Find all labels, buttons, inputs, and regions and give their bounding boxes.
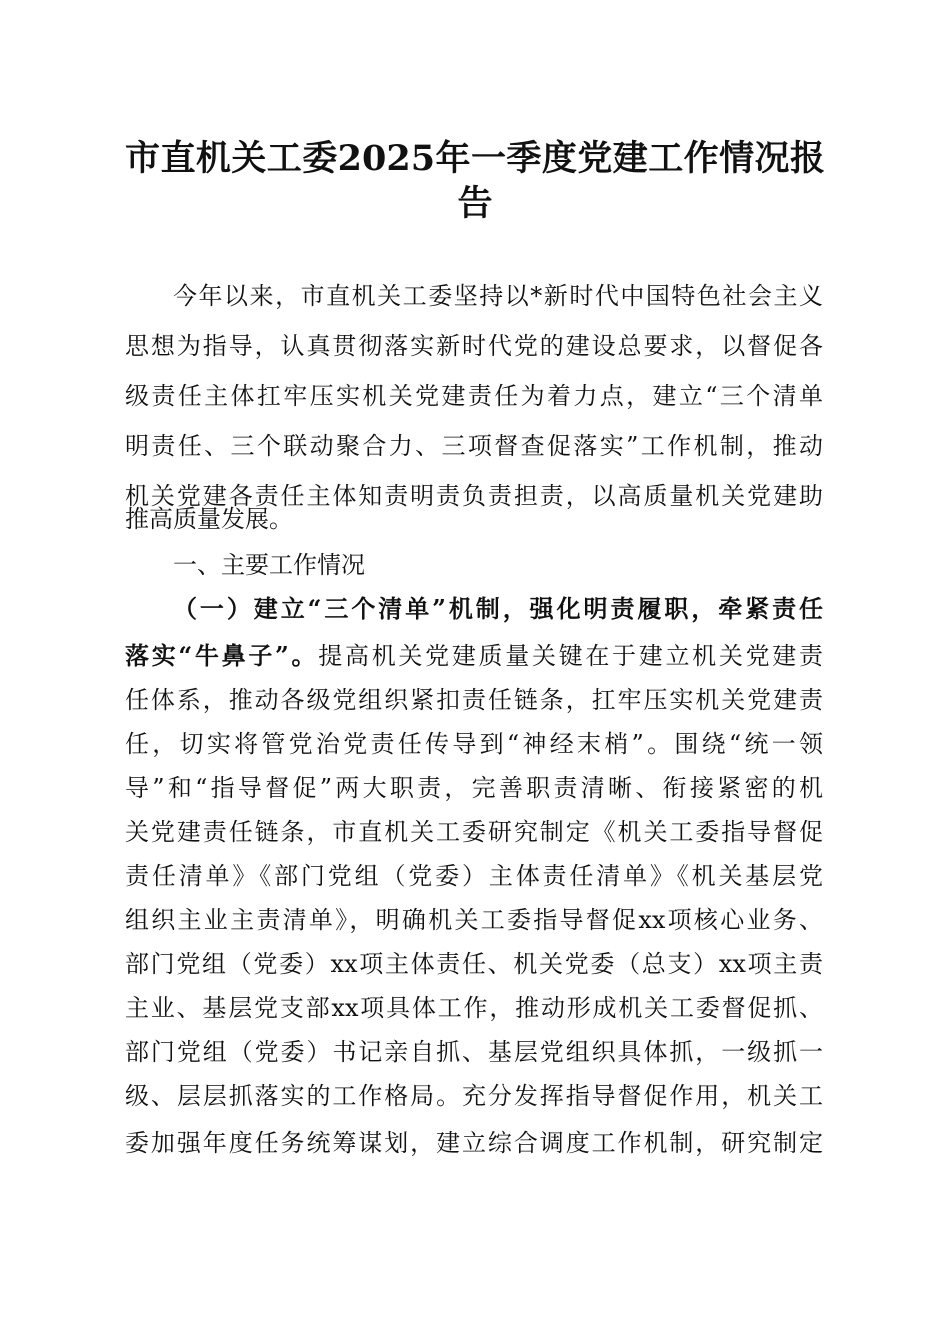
intro-line: 明责任、三个联动聚合力、三项督查促落实”工作机制，推动 <box>125 432 823 460</box>
body-line: 级、层层抓落实的工作格局。充分发挥指导督促作用，机关工 <box>125 1082 823 1110</box>
subsection-title: （一）建立“三个清单”机制，强化明责履职，牵紧责任 <box>173 594 823 623</box>
intro-line: 思想为指导，认真贯彻落实新时代党的建设总要求，以督促各 <box>125 332 823 360</box>
document-title: 市直机关工委2025年一季度党建工作情况报告 <box>125 138 825 224</box>
body-line: 部门党组（党委）书记亲自抓、基层党组织具体抓，一级抓一 <box>125 1038 823 1066</box>
intro-line: 推高质量发展。 <box>125 505 293 533</box>
body-line: 组织主业主责清单》，明确机关工委指导督促xx项核心业务、 <box>125 906 823 934</box>
section-heading: 一、主要工作情况 <box>173 551 365 579</box>
body-text: 提高机关党建质量关键在于建立机关党建责 <box>318 642 824 670</box>
intro-line: 机关党建各责任主体知责明责负责担责，以高质量机关党建助 <box>125 482 823 510</box>
body-line: 责任清单》《部门党组（党委）主体责任清单》《机关基层党 <box>125 862 823 890</box>
intro-line: 级责任主体扛牢压实机关党建责任为着力点，建立“三个清单 <box>125 382 823 410</box>
body-line: 委加强年度任务统筹谋划，建立综合调度工作机制，研究制定 <box>125 1129 823 1157</box>
intro-line: 今年以来，市直机关工委坚持以*新时代中国特色社会主义 <box>173 282 823 310</box>
subsection-title-end: 落实“牛鼻子”。 <box>125 641 319 670</box>
body-line: 关党建责任链条，市直机关工委研究制定《机关工委指导督促 <box>125 818 823 846</box>
body-line: 主业、基层党支部xx项具体工作，推动形成机关工委督促抓、 <box>125 994 823 1022</box>
body-line: 部门党组（党委）xx项主体责任、机关党委（总支）xx项主责 <box>125 950 823 978</box>
body-line: 导”和“指导督促”两大职责，完善职责清晰、衔接紧密的机 <box>125 774 823 802</box>
body-line <box>125 631 823 681</box>
body-line: 任，切实将管党治党责任传导到“神经末梢”。围绕“统一领 <box>125 730 823 758</box>
body-line: 任体系，推动各级党组织紧扣责任链条，扛牢压实机关党建责 <box>125 686 823 714</box>
